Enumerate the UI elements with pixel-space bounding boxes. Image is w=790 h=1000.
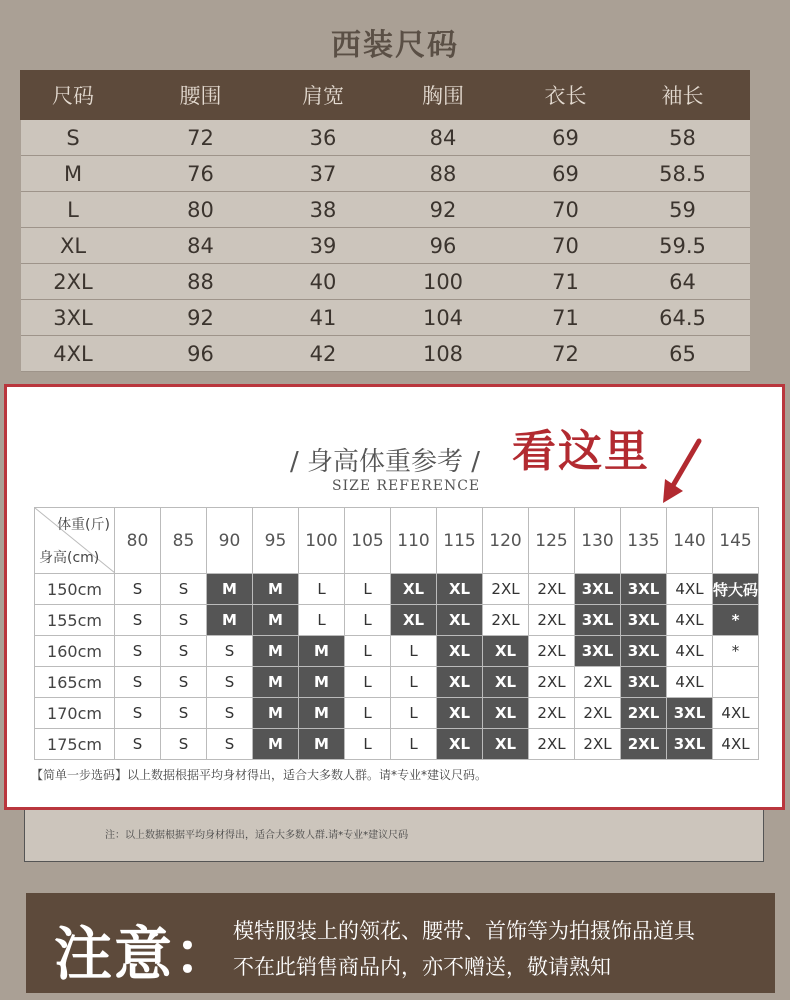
weight-header-cell: 85 [161,508,207,574]
size-cell: 92 [126,300,276,336]
size-cell: 72 [516,336,616,372]
size-cell: 71 [516,300,616,336]
size-suggestion-cell: 4XL [667,667,713,698]
size-cell: 39 [276,228,371,264]
size-suggestion-cell: XL [483,636,529,667]
size-cell: 71 [516,264,616,300]
size-cell: 108 [371,336,516,372]
size-cell: 100 [371,264,516,300]
size-reference-panel [4,384,785,810]
size-suggestion-cell: XL [437,729,483,760]
size-cell: 4XL [21,336,126,372]
size-chart-table [20,70,750,372]
size-suggestion-cell: 2XL [529,729,575,760]
height-row [35,636,759,667]
size-cell: 59.5 [616,228,750,264]
height-row [35,729,759,760]
size-suggestion-cell: 2XL [529,574,575,605]
size-row [21,120,750,156]
size-suggestion-cell: L [345,605,391,636]
size-suggestion-cell: 3XL [621,605,667,636]
size-cell: 58 [616,120,750,156]
size-cell: 69 [516,120,616,156]
size-suggestion-cell: S [115,667,161,698]
size-suggestion-cell: S [115,636,161,667]
size-suggestion-cell: S [161,574,207,605]
size-suggestion-cell: S [207,667,253,698]
weight-header-row [35,508,759,574]
look-here-callout: 看这里 [512,426,650,477]
reference-title: / 身高体重参考 / [290,447,481,477]
size-suggestion-cell: M [207,574,253,605]
size-suggestion-cell: 2XL [529,698,575,729]
size-suggestion-cell: 4XL [667,605,713,636]
height-cell: 155cm [35,605,115,636]
size-cell: 38 [276,192,371,228]
size-suggestion-cell: XL [483,698,529,729]
size-suggestion-cell: 2XL [621,698,667,729]
size-suggestion-cell: 特大码 [713,574,759,605]
size-suggestion-cell: XL [391,605,437,636]
header-chest: 胸围 [371,71,516,120]
header-size: 尺码 [21,71,126,120]
size-cell: 64.5 [616,300,750,336]
size-suggestion-cell: 3XL [667,729,713,760]
corner-weight-label: 体重(斤) [57,517,110,533]
size-suggestion-cell: 3XL [667,698,713,729]
size-suggestion-cell: 4XL [667,636,713,667]
size-suggestion-cell: XL [437,574,483,605]
weight-header-cell: 135 [621,508,667,574]
size-suggestion-cell: M [207,605,253,636]
lower-note: 注：以上数据根据平均身材得出，适合大多数人群.请*专业*建议尺码 [105,830,409,841]
size-cell: 37 [276,156,371,192]
weight-header-cell: 145 [713,508,759,574]
size-suggestion-cell: L [391,636,437,667]
size-suggestion-cell: M [299,667,345,698]
size-cell: 84 [371,120,516,156]
size-cell: 88 [371,156,516,192]
size-row [21,336,750,372]
height-cell: 170cm [35,698,115,729]
size-suggestion-cell: 2XL [529,667,575,698]
size-suggestion-cell: S [115,698,161,729]
size-row [21,156,750,192]
size-suggestion-cell: L [299,574,345,605]
size-suggestion-cell [713,667,759,698]
size-suggestion-cell: S [115,729,161,760]
size-cell: 3XL [21,300,126,336]
size-suggestion-cell: L [299,605,345,636]
size-cell: 80 [126,192,276,228]
size-suggestion-cell: L [345,698,391,729]
size-suggestion-cell: S [207,698,253,729]
size-cell: M [21,156,126,192]
header-length: 衣长 [516,71,616,120]
weight-header-cell: 95 [253,508,299,574]
size-cell: 40 [276,264,371,300]
notice-banner [26,893,775,993]
size-suggestion-cell: XL [437,605,483,636]
size-suggestion-cell: 2XL [529,636,575,667]
size-suggestion-cell: 4XL [713,729,759,760]
size-cell: 92 [371,192,516,228]
size-suggestion-cell: S [161,605,207,636]
weight-header-cell: 110 [391,508,437,574]
size-chart-header-row [21,71,750,120]
size-suggestion-cell: M [299,698,345,729]
size-cell: 36 [276,120,371,156]
size-cell: 69 [516,156,616,192]
size-suggestion-cell: M [253,698,299,729]
notice-line-1: 模特服装上的领花、腰带、首饰等为拍摄饰品道具 [233,919,695,943]
size-suggestion-cell: 4XL [667,574,713,605]
size-suggestion-cell: M [253,667,299,698]
weight-header-cell: 130 [575,508,621,574]
size-cell: 72 [126,120,276,156]
size-suggestion-cell: 3XL [575,636,621,667]
size-suggestion-cell: M [299,729,345,760]
height-cell: 160cm [35,636,115,667]
size-suggestion-cell: L [391,698,437,729]
size-cell: 70 [516,228,616,264]
corner-height-label: 身高(cm) [39,550,100,566]
size-suggestion-cell: M [253,729,299,760]
weight-header-cell: 90 [207,508,253,574]
size-suggestion-cell: 3XL [575,574,621,605]
size-suggestion-cell: M [253,605,299,636]
size-suggestion-cell: M [253,574,299,605]
height-row [35,667,759,698]
size-suggestion-cell: * [713,605,759,636]
size-suggestion-cell: XL [483,667,529,698]
size-suggestion-cell: 3XL [621,574,667,605]
arrow-down-icon [657,437,707,507]
page-title: 西装尺码 [331,28,459,63]
size-suggestion-cell: L [345,574,391,605]
size-suggestion-cell: XL [437,698,483,729]
size-suggestion-cell: L [391,667,437,698]
size-suggestion-cell: S [115,605,161,636]
header-waist: 腰围 [126,71,276,120]
weight-header-cell: 140 [667,508,713,574]
size-cell: 42 [276,336,371,372]
notice-label: 注意： [54,920,235,988]
size-cell: 104 [371,300,516,336]
weight-header-cell: 105 [345,508,391,574]
size-cell: 59 [616,192,750,228]
size-cell: 58.5 [616,156,750,192]
size-suggestion-cell: 2XL [575,698,621,729]
size-suggestion-cell: S [115,574,161,605]
size-cell: 96 [126,336,276,372]
size-suggestion-cell: L [345,667,391,698]
size-cell: S [21,120,126,156]
size-suggestion-cell: 3XL [621,636,667,667]
height-cell: 165cm [35,667,115,698]
size-suggestion-cell: S [161,636,207,667]
size-suggestion-cell: 4XL [713,698,759,729]
height-weight-table [34,507,759,760]
size-suggestion-cell: S [207,636,253,667]
size-suggestion-cell: XL [483,729,529,760]
height-row [35,574,759,605]
size-suggestion-cell: L [391,729,437,760]
height-cell: 175cm [35,729,115,760]
size-row [21,300,750,336]
size-suggestion-cell: 2XL [575,729,621,760]
reference-subtitle: SIZE REFERENCE [332,478,481,494]
size-suggestion-cell: 2XL [575,667,621,698]
size-suggestion-cell: S [161,729,207,760]
size-suggestion-cell: L [345,636,391,667]
size-cell: 96 [371,228,516,264]
weight-header-cell: 120 [483,508,529,574]
weight-header-cell: 100 [299,508,345,574]
size-suggestion-cell: S [207,729,253,760]
lower-note-box [24,810,764,862]
size-cell: 65 [616,336,750,372]
size-cell: 64 [616,264,750,300]
size-suggestion-cell: XL [437,636,483,667]
size-suggestion-cell: XL [391,574,437,605]
size-row [21,228,750,264]
notice-line-2: 不在此销售商品内，亦不赠送，敬请熟知 [233,955,611,979]
size-suggestion-cell: 2XL [529,605,575,636]
size-cell: L [21,192,126,228]
size-cell: 2XL [21,264,126,300]
weight-header-cell: 115 [437,508,483,574]
size-cell: 41 [276,300,371,336]
size-suggestion-cell: 2XL [621,729,667,760]
size-suggestion-cell: * [713,636,759,667]
size-suggestion-cell: 2XL [483,574,529,605]
weight-header-cell: 125 [529,508,575,574]
corner-cell [35,508,115,574]
size-cell: 70 [516,192,616,228]
header-sleeve: 袖长 [616,71,750,120]
size-suggestion-cell: S [161,667,207,698]
height-row [35,605,759,636]
reference-note: 【简单一步选码】以上数据根据平均身材得出，适合大多数人群。请*专业*建议尺码。 [31,768,488,782]
size-row [21,264,750,300]
height-cell: 150cm [35,574,115,605]
header-shoulder: 肩宽 [276,71,371,120]
size-suggestion-cell: S [161,698,207,729]
size-cell: 84 [126,228,276,264]
size-suggestion-cell: L [345,729,391,760]
height-row [35,698,759,729]
size-suggestion-cell: 3XL [621,667,667,698]
size-suggestion-cell: M [253,636,299,667]
size-row [21,192,750,228]
size-suggestion-cell: XL [437,667,483,698]
weight-header-cell: 80 [115,508,161,574]
size-suggestion-cell: 3XL [575,605,621,636]
size-suggestion-cell: M [299,636,345,667]
size-suggestion-cell: 2XL [483,605,529,636]
size-cell: 76 [126,156,276,192]
size-cell: 88 [126,264,276,300]
size-cell: XL [21,228,126,264]
